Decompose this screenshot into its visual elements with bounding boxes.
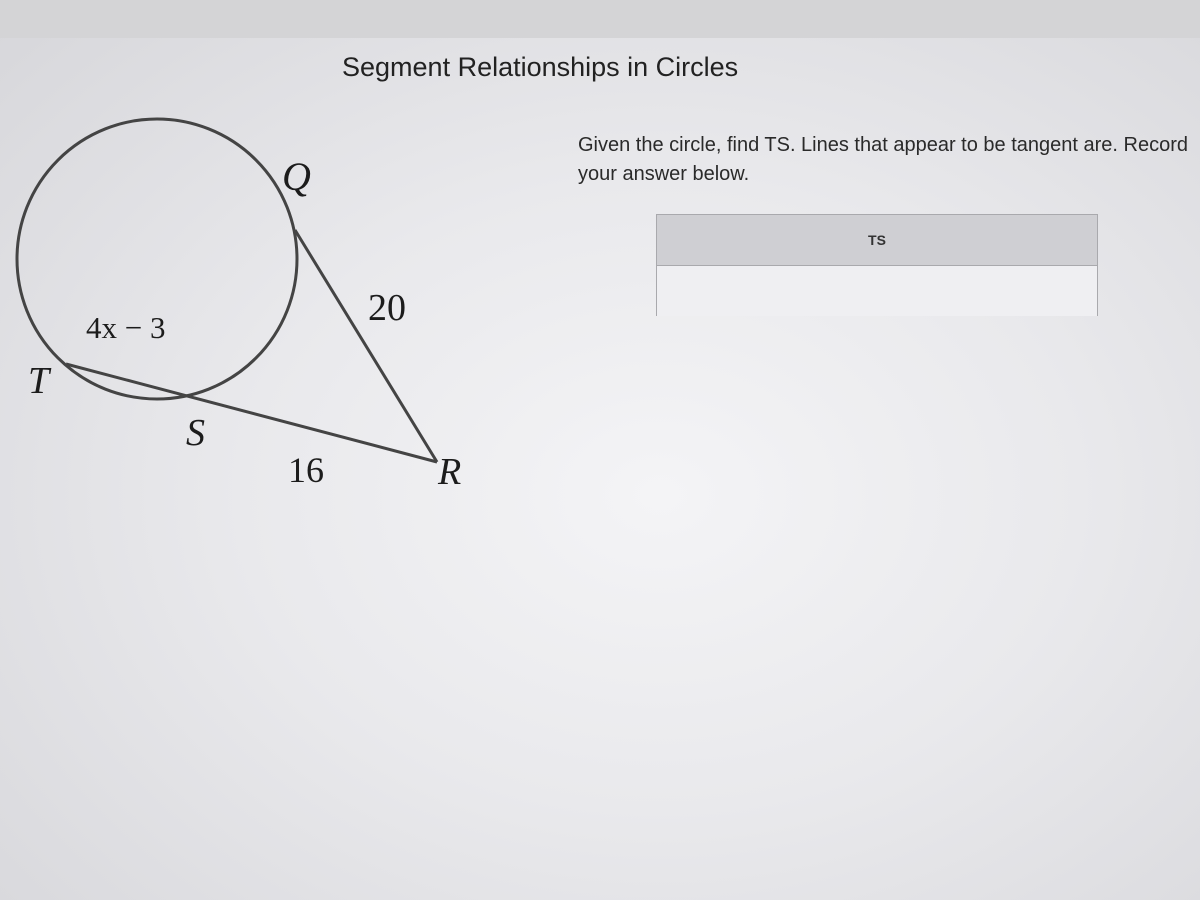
point-label-s: S (186, 412, 205, 454)
answer-table-header-ts: TS (657, 215, 1097, 266)
point-label-q: Q (282, 154, 311, 199)
segment-label-ts: 4x − 3 (86, 310, 166, 345)
segment-label-qr: 20 (368, 287, 406, 329)
point-label-r: R (438, 451, 462, 493)
instructions-text: Given the circle, find TS. Lines that appear to be tangent are. Record your answer below. (578, 134, 1188, 185)
secant-segment-tr (66, 364, 437, 462)
page-title: Segment Relationships in Circles (342, 52, 739, 82)
tangent-segment-qr (295, 230, 437, 462)
circle (17, 119, 297, 399)
point-label-t: T (28, 360, 50, 402)
segment-label-sr: 16 (288, 450, 324, 490)
